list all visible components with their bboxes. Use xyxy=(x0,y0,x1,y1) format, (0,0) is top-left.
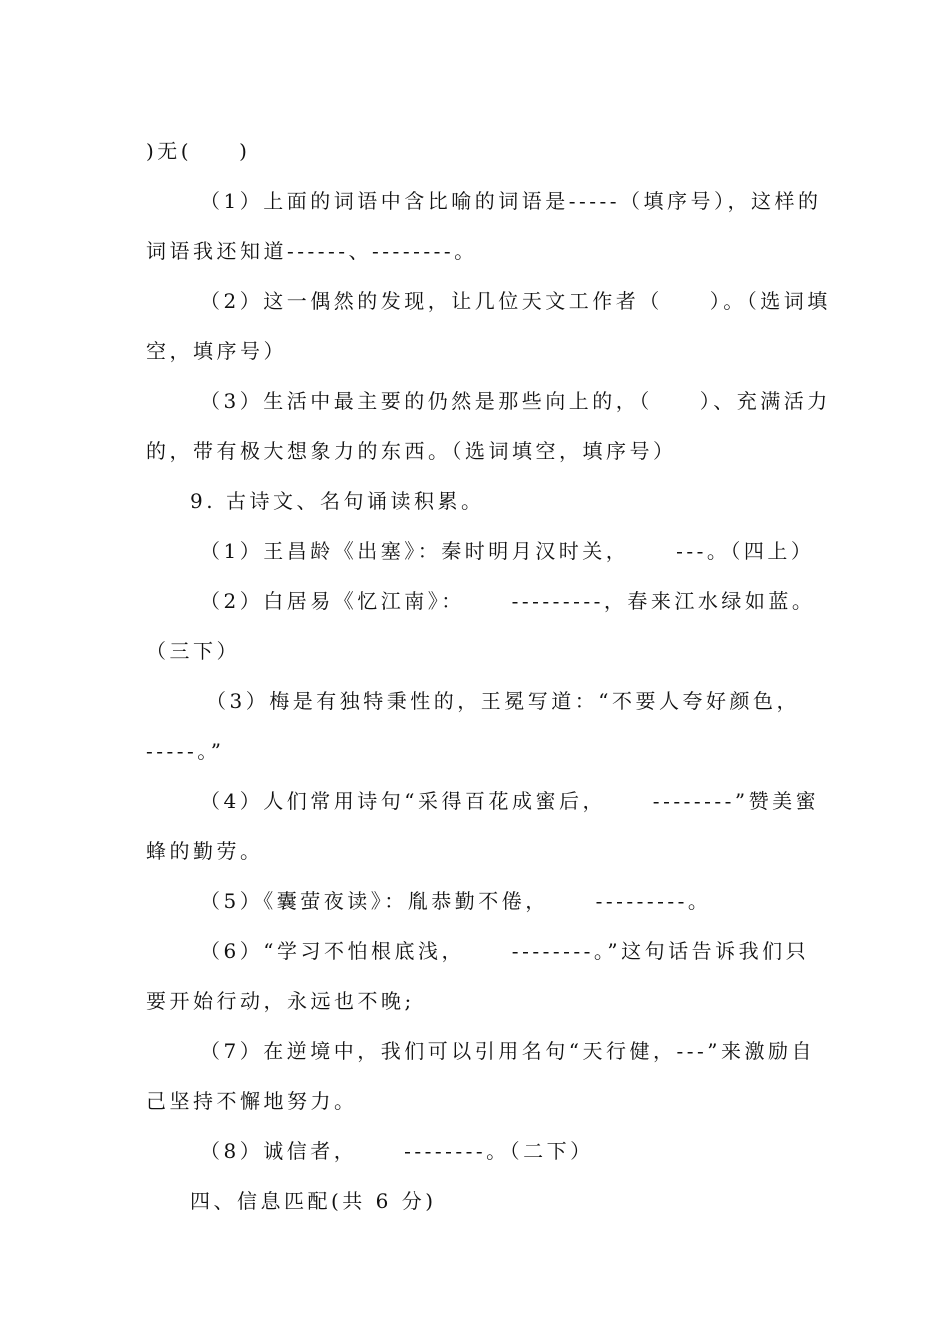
text-line: 己坚持不懈地努力。 xyxy=(146,1089,358,1113)
question-9-7: （7）在逆境中，我们可以引用名句“天行健，---”来激励自 xyxy=(200,1039,815,1063)
text-line: )无( ) xyxy=(146,139,251,163)
question-9-4: （4）人们常用诗句“采得百花成蜜后， --------”赞美蜜 xyxy=(200,789,820,813)
question-9-3: （3）梅是有独特秉性的，王冕写道：“不要人夸好颜色， xyxy=(206,689,800,713)
question-8-1: （1）上面的词语中含比喻的词语是-----（填序号），这样的 xyxy=(200,189,822,213)
question-9-5: （5）《囊萤夜读》：胤恭勤不倦， ---------。 xyxy=(200,889,712,913)
text-line: -----。” xyxy=(146,739,225,763)
text-line: 的，带有极大想象力的东西。（选词填空，填序号） xyxy=(146,439,677,463)
text-line: 蜂的勤劳。 xyxy=(146,839,264,863)
text-line: （三下） xyxy=(146,639,240,663)
text-line: 要开始行动，永远也不晚; xyxy=(146,989,415,1013)
question-9-2: （2）白居易《忆江南》： ---------，春来江水绿如蓝。 xyxy=(200,589,816,613)
section-4-heading: 四、信息匹配(共 6 分) xyxy=(190,1189,437,1213)
question-8-3: （3）生活中最主要的仍然是那些向上的，（ ）、充满活力 xyxy=(200,389,831,413)
text-line: 词语我还知道------、--------。 xyxy=(146,239,478,263)
question-9-6: （6）“学习不怕根底浅， --------。”这句话告诉我们只 xyxy=(200,939,810,963)
question-8-2: （2）这一偶然的发现，让几位天文工作者（ ）。（选词填 xyxy=(200,289,831,313)
text-line: 空，填序号） xyxy=(146,339,287,363)
question-9-heading: 9. 古诗文、名句诵读积累。 xyxy=(190,489,485,513)
question-9-1: （1）王昌龄《出塞》：秦时明月汉时关， ---。（四上） xyxy=(200,539,815,563)
question-9-8: （8）诚信者， --------。（二下） xyxy=(200,1139,594,1163)
